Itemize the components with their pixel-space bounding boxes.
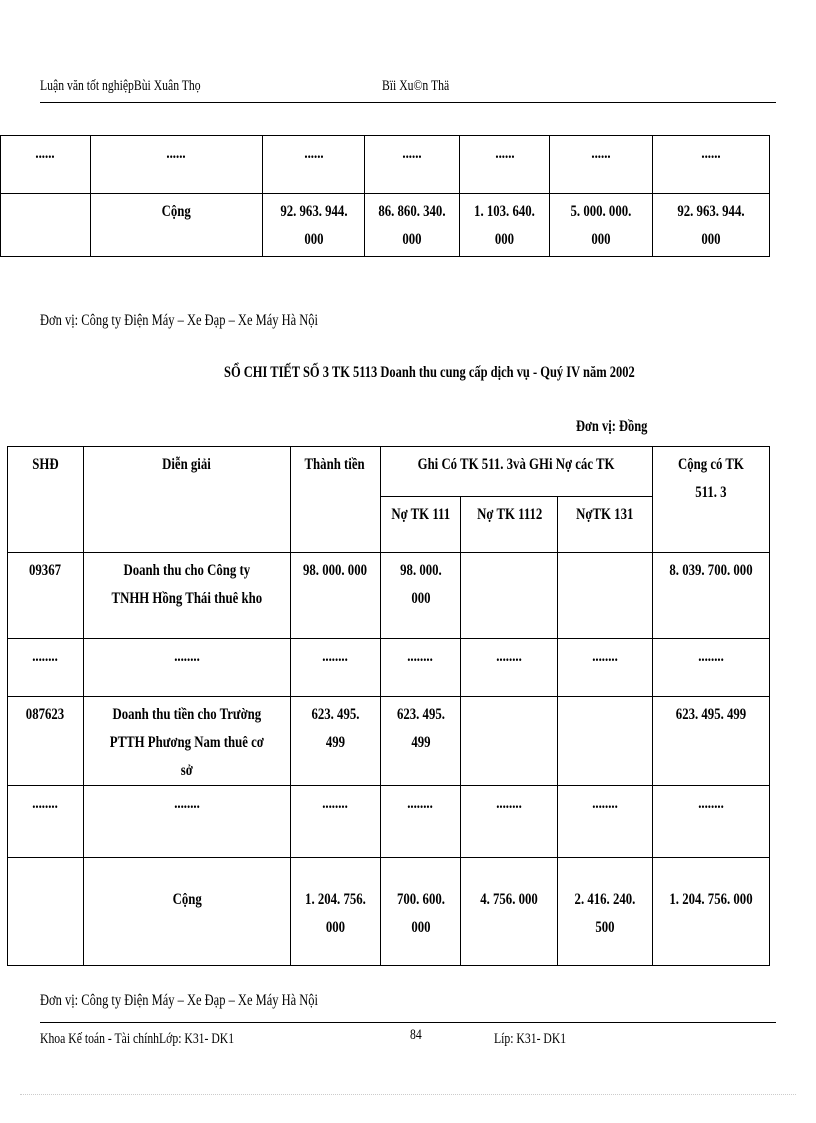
table-cell: ........ — [461, 639, 558, 697]
table-cell: 623. 495. 499 — [380, 697, 461, 786]
table-row — [8, 786, 770, 858]
table-cell: 1. 204. 756. 000 — [653, 858, 770, 966]
header-no-111: Nợ TK 111 — [380, 497, 461, 553]
table-cell: 623. 495. 499 — [653, 697, 770, 786]
footer-right-text: Líp: K31- DK1 — [494, 1031, 567, 1047]
table-cell: ...... — [365, 136, 460, 194]
table-cell — [461, 697, 558, 786]
table-cell — [558, 697, 653, 786]
table-cell: 087623 — [8, 697, 84, 786]
unit-name: Đơn vị: Công ty Điện Máy – Xe Đạp – Xe Máy Hà Nội — [40, 312, 318, 329]
ledger-table — [7, 446, 770, 966]
table-cell: ........ — [290, 639, 380, 697]
table-cell: ........ — [653, 786, 770, 858]
table-row-total — [1, 194, 770, 257]
summary-table-top — [0, 135, 770, 257]
report-title: SỔ CHI TIẾT SỐ 3 TK 5113 Doanh thu cung cấp dịch vụ - Quý IV năm 2002 — [224, 364, 635, 381]
currency-unit: Đơn vị: Đồng — [576, 418, 648, 435]
footer-left-text: Khoa Kế toán - Tài chínhLớp: K31- DK1 — [40, 1031, 235, 1047]
table-cell: 1. 103. 640. 000 — [460, 194, 550, 257]
table-cell: ........ — [653, 639, 770, 697]
table-cell — [558, 553, 653, 639]
table-cell: Doanh thu tiền cho Trường PTTH Phương Nam thuê cơ sở — [83, 697, 290, 786]
table-row — [8, 639, 770, 697]
header-thanh-tien: Thành tiền — [290, 447, 380, 553]
table-header-row — [8, 447, 770, 497]
table-cell: ........ — [380, 639, 461, 697]
table-cell: Cộng — [90, 194, 262, 257]
header-shd: SHĐ — [8, 447, 84, 553]
table-cell: 92. 963. 944. 000 — [262, 194, 365, 257]
page-footer — [40, 1022, 776, 1053]
table-cell: 98. 000. 000 — [380, 553, 461, 639]
table-cell — [461, 553, 558, 639]
table-cell: 700. 600. 000 — [380, 858, 461, 966]
table-row — [1, 136, 770, 194]
table-cell — [8, 858, 84, 966]
table-cell: Doanh thu cho Công ty TNHH Hồng Thái thuê kho — [83, 553, 290, 639]
table-cell — [1, 194, 91, 257]
table-cell: Cộng — [83, 858, 290, 966]
header-center-text: Bïi Xu©n Thä — [382, 78, 450, 94]
table-cell: ...... — [1, 136, 91, 194]
table-cell: ........ — [558, 786, 653, 858]
table-cell: 2. 416. 240. 500 — [558, 858, 653, 966]
table-cell: ........ — [290, 786, 380, 858]
table-cell: ...... — [550, 136, 653, 194]
table-cell: ...... — [90, 136, 262, 194]
table-row — [8, 697, 770, 786]
header-dien-giai: Diễn giải — [83, 447, 290, 553]
table-cell: 98. 000. 000 — [290, 553, 380, 639]
table-cell: 4. 756. 000 — [461, 858, 558, 966]
table-cell: 8. 039. 700. 000 — [653, 553, 770, 639]
divider — [20, 1094, 796, 1095]
table-cell: 09367 — [8, 553, 84, 639]
table-cell: 1. 204. 756. 000 — [290, 858, 380, 966]
table-cell: ........ — [380, 786, 461, 858]
header-cong-co: Cộng có TK 511. 3 — [653, 447, 770, 553]
page-header — [40, 76, 776, 103]
table-cell: ........ — [558, 639, 653, 697]
header-ghi-co-group: Ghi Có TK 511. 3và GHi Nợ các TK — [380, 447, 653, 497]
header-no-1112: Nợ TK 1112 — [461, 497, 558, 553]
table-cell: 623. 495. 499 — [290, 697, 380, 786]
table-cell: ...... — [460, 136, 550, 194]
table-cell: ........ — [461, 786, 558, 858]
table-cell: ........ — [83, 639, 290, 697]
table-row — [8, 553, 770, 639]
table-cell: ........ — [8, 639, 84, 697]
table-cell: ........ — [83, 786, 290, 858]
header-no-131: NợTK 131 — [558, 497, 653, 553]
table-row-total — [8, 858, 770, 966]
table-cell: ........ — [8, 786, 84, 858]
table-cell: ...... — [653, 136, 770, 194]
table-cell: 86. 860. 340. 000 — [365, 194, 460, 257]
header-left-text: Luận văn tốt nghiệpBùi Xuân Thọ — [40, 78, 201, 94]
table-cell: 5. 000. 000. 000 — [550, 194, 653, 257]
page-number: 84 — [410, 1027, 422, 1043]
table-cell: ...... — [262, 136, 365, 194]
table-cell: 92. 963. 944. 000 — [653, 194, 770, 257]
unit-name-bottom: Đơn vị: Công ty Điện Máy – Xe Đạp – Xe Máy Hà Nội — [40, 992, 318, 1009]
